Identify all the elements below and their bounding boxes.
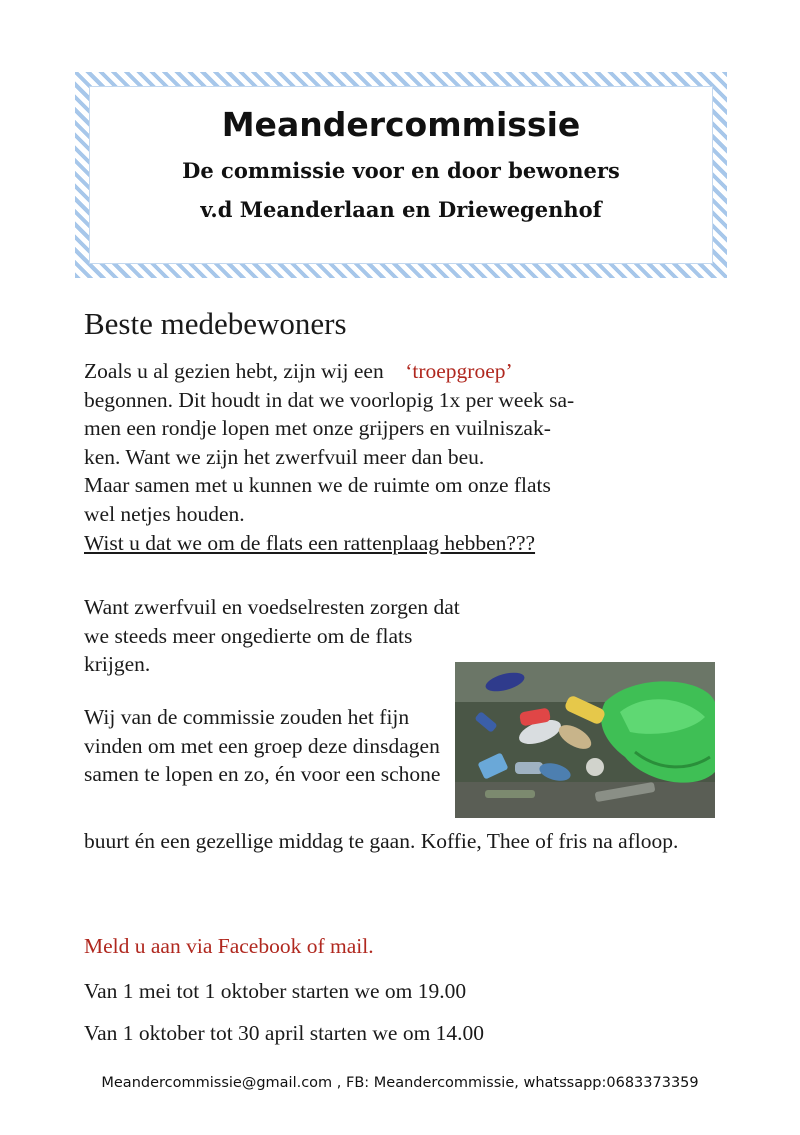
intro-line-4: ken. Want we zijn het zwerfvuil meer dan beu. (84, 444, 485, 469)
schedule-winter: Van 1 oktober tot 30 april starten we om 14.00 (84, 1021, 485, 1045)
header-box (89, 86, 713, 264)
intro-line-1-text: Zoals u al gezien hebt, zijn wij een (84, 359, 384, 383)
page-title: Meandercommissie (221, 105, 581, 144)
contact-footer: Meandercommissie@gmail.com , FB: Meandercommissie, whatssapp:0683373359 (101, 1075, 699, 1091)
subtitle-line-2: v.d Meanderlaan en Driewegenhof (200, 197, 602, 222)
intro-line-2: begonnen. Dit houdt in dat we voorlopig 1x per week sa- (84, 387, 575, 412)
intro-line-5: Maar samen met u kunnen we de ruimte om onze flats (84, 473, 551, 498)
pests-paragraph: Want zwerfvuil en voedselresten zorgen dat we steeds meer ongedierte om de flats krijgen. (84, 595, 460, 677)
litter-photo (455, 662, 715, 818)
greeting-heading: Beste medebewoners (84, 306, 347, 341)
litter-illustration (455, 662, 715, 818)
intro-paragraph (84, 357, 724, 557)
schedule-summer: Van 1 mei tot 1 oktober starten we om 19.00 (84, 979, 467, 1003)
intro-line-1 (84, 357, 724, 386)
signup-note: Meld u aan via Facebook of mail. (84, 934, 374, 958)
subtitle-line-1: De commissie voor en door bewoners (182, 158, 620, 183)
invite-paragraph: Wij van de commissie zouden het fijn vinden om met een groep deze dinsdagen samen te lopen en zo, én voor een schone (84, 705, 441, 787)
intro-line-3: men een rondje lopen met onze grijpers en vuilniszak- (84, 416, 551, 441)
rat-question: Wist u dat we om de flats een rattenplaag hebben??? (84, 530, 536, 555)
intro-line-6: wel netjes houden. (84, 501, 245, 526)
header-frame (75, 72, 727, 278)
invite-paragraph-continued: buurt én een gezellige middag te gaan. Koffie, Thee of fris na afloop. (84, 829, 679, 853)
troepgroep-highlight: ‘troepgroep’ (405, 359, 513, 383)
